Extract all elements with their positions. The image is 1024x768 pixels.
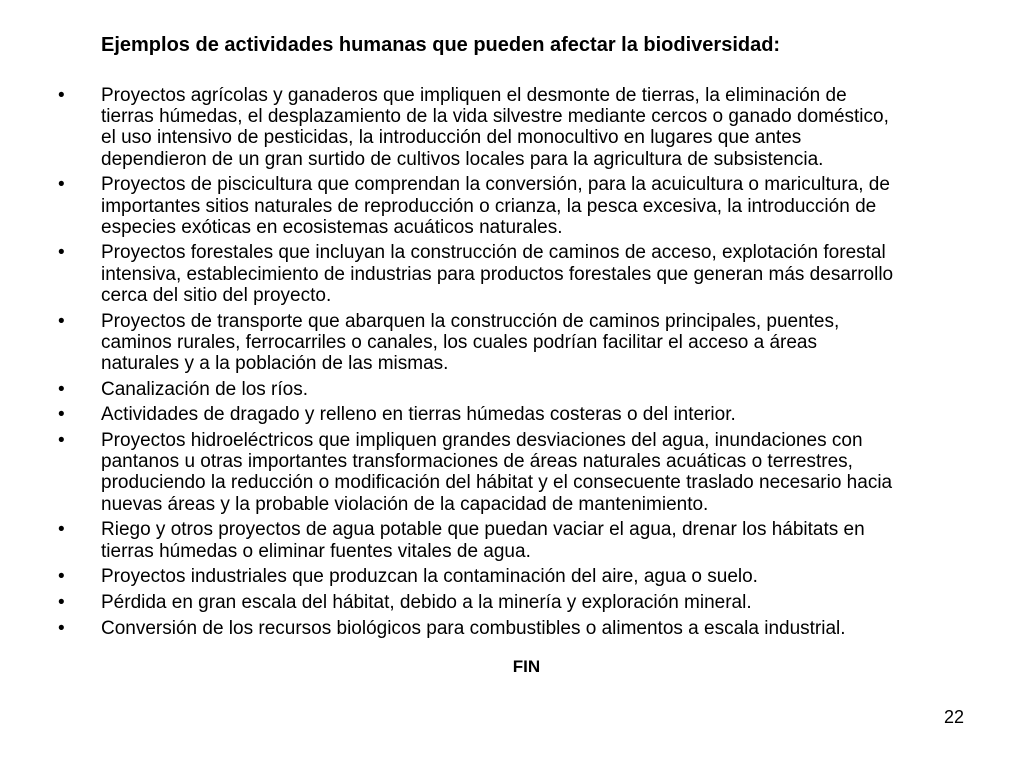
list-item <box>58 404 998 425</box>
text-line: intensiva, establecimiento de industrias para productos forestales que generan más desarrollo <box>101 263 894 285</box>
text-line: especies exóticas en ecosistemas acuáticos naturales. <box>101 216 563 238</box>
bullet-icon: • <box>58 430 65 452</box>
list-item-text <box>101 519 998 561</box>
text-line: nuevas áreas y la probable violación de la capacidad de mantenimiento. <box>101 493 709 515</box>
end-label: FIN <box>512 657 541 676</box>
list-item-text <box>101 311 998 375</box>
text-line: Canalización de los ríos. <box>101 378 308 400</box>
text-line: caminos rurales, ferrocarriles o canales, los cuales podrían facilitar el acceso a áreas <box>101 331 817 353</box>
bullet-icon: • <box>58 617 65 639</box>
list-item <box>58 242 998 306</box>
text-line: tierras húmedas, el desplazamiento de la vida silvestre mediante cercos o ganado doméstico, <box>101 106 889 128</box>
list-item <box>58 174 998 238</box>
page-number: 22 <box>943 707 964 727</box>
text-line: tierras húmedas o eliminar fuentes vitales de agua. <box>101 540 531 562</box>
bullet-icon: • <box>58 174 65 196</box>
text-line: Proyectos industriales que produzcan la contaminación del aire, agua o suelo. <box>101 566 758 588</box>
list-item-text <box>101 379 998 400</box>
list-item-text <box>101 242 998 306</box>
bullet-icon: • <box>58 310 65 332</box>
text-line: Proyectos hidroeléctricos que impliquen grandes desviaciones del agua, inundaciones con <box>101 430 863 452</box>
list-item <box>58 519 998 561</box>
bullet-icon: • <box>58 566 65 588</box>
bullet-icon: • <box>58 242 65 264</box>
text-line: Riego y otros proyectos de agua potable que puedan vaciar el agua, drenar los hábitats en <box>101 519 865 541</box>
text-line: Proyectos agrícolas y ganaderos que impliquen el desmonte de tierras, la eliminación de <box>101 85 847 106</box>
text-line: Pérdida en gran escala del hábitat, debido a la minería y exploración mineral. <box>101 591 752 613</box>
list-item-text <box>101 85 998 170</box>
list-item-text <box>101 174 998 238</box>
list-item-text <box>101 430 998 515</box>
list-item-text <box>101 404 998 425</box>
list-item-text <box>101 618 998 639</box>
text-line: produciendo la reducción o modificación del hábitat y el consecuente traslado necesario hacia <box>101 472 893 494</box>
slide-title: Ejemplos de actividades humanas que pueden afectar la biodiversidad: <box>101 34 781 56</box>
bullet-icon: • <box>58 404 65 426</box>
bullet-list <box>58 85 998 643</box>
text-line: Conversión de los recursos biológicos para combustibles o alimentos a escala industrial. <box>101 617 846 639</box>
text-line: Proyectos de piscicultura que comprendan la conversión, para la acuicultura o maricultura, de <box>101 174 890 196</box>
text-line: cerca del sitio del proyecto. <box>101 284 332 306</box>
list-item-text <box>101 592 998 613</box>
bullet-icon: • <box>58 85 65 106</box>
text-line: el uso intensivo de pesticidas, la introducción del monocultivo en lugares que antes <box>101 127 802 149</box>
text-line: dependieron de un gran surtido de cultivos locales para la agricultura de subsistencia. <box>101 148 824 170</box>
bullet-icon: • <box>58 378 65 400</box>
text-line: importantes sitios naturales de reproducción o crianza, la pesca excesiva, la introducción de <box>101 195 877 217</box>
text-line: Proyectos de transporte que abarquen la construcción de caminos principales, puentes, <box>101 310 840 332</box>
list-item <box>58 85 998 170</box>
text-line: Proyectos forestales que incluyan la construcción de caminos de acceso, explotación forestal <box>101 242 886 264</box>
bullet-icon: • <box>58 519 65 541</box>
list-item <box>58 379 998 400</box>
bullet-icon: • <box>58 591 65 613</box>
list-item-text <box>101 566 998 587</box>
list-item <box>58 311 998 375</box>
list-item <box>58 430 998 515</box>
text-line: naturales y a la población de las mismas. <box>101 352 449 374</box>
list-item <box>58 618 998 639</box>
text-line: pantanos u otras importantes transformaciones de áreas naturales acuáticas o terrestres, <box>101 451 853 473</box>
list-item <box>58 566 998 587</box>
text-line: Actividades de dragado y relleno en tierras húmedas costeras o del interior. <box>101 404 736 426</box>
list-item <box>58 592 998 613</box>
